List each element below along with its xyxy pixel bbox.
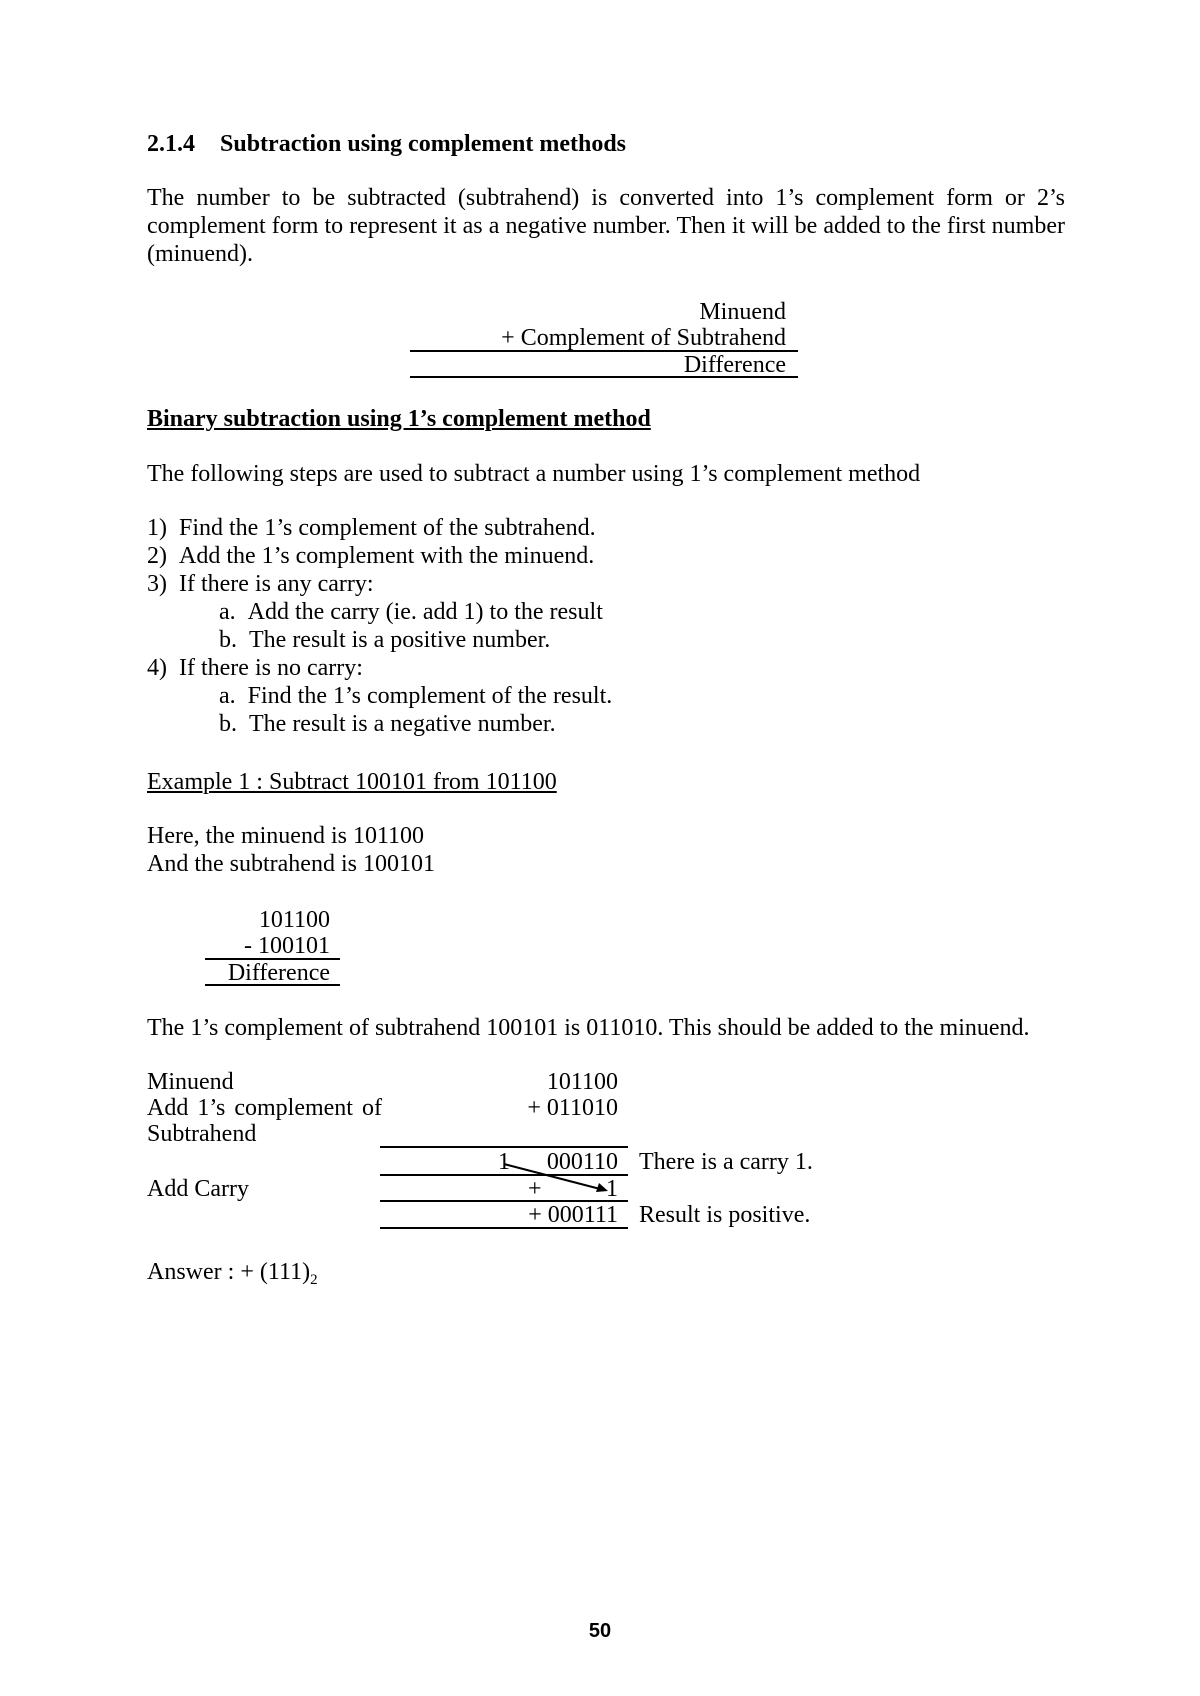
- table-label-add-1: Add 1’s complement of: [147, 1095, 382, 1121]
- carry-arrow-icon: [480, 1148, 620, 1208]
- calc-rule-2: [205, 984, 340, 986]
- table-label-minuend: Minuend: [147, 1069, 234, 1095]
- step-3a: a. Add the carry (ie. add 1) to the result: [219, 599, 603, 625]
- step-3: 3) If there is any carry:: [147, 571, 374, 597]
- steps-intro: The following steps are used to subtract a number using 1’s complement method: [147, 461, 921, 487]
- intro-paragraph: The number to be subtracted (subtrahend) is converted into 1’s complement form or 2’s complement form to represent it as a negative number. Then it will be added to the first number (minuend).: [147, 185, 1065, 267]
- page-number: 50: [588, 1620, 612, 1642]
- formula-rule-2: [410, 376, 798, 378]
- section-title: Subtraction using complement methods: [220, 131, 627, 157]
- subheading: Binary subtraction using 1’s complement method: [147, 406, 651, 432]
- calc-bottom: - 100101: [244, 933, 330, 959]
- section-number: 2.1.4: [147, 131, 195, 157]
- example-subtrahend-line: And the subtrahend is 100101: [147, 851, 435, 877]
- step-2: 2) Add the 1’s complement with the minuend.: [147, 543, 595, 569]
- calc-top: 101100: [258, 907, 330, 933]
- example-title: Example 1 : Subtract 100101 from 101100: [147, 769, 557, 795]
- step-4a: a. Find the 1’s complement of the result.: [219, 683, 613, 709]
- table-note-carry: There is a carry 1.: [639, 1149, 813, 1175]
- table-value-add: + 011010: [527, 1095, 618, 1121]
- table-sum-value: 000110: [546, 1149, 618, 1175]
- calc-result: Difference: [227, 960, 330, 986]
- table-carry-digit: 1: [498, 1149, 510, 1175]
- answer: [147, 1258, 318, 1289]
- table-label-add-carry: Add Carry: [147, 1176, 249, 1202]
- step-4: 4) If there is no carry:: [147, 655, 363, 681]
- formula-complement: + Complement of Subtrahend: [501, 325, 786, 351]
- step-4b: b. The result is a negative number.: [219, 711, 556, 737]
- answer-text: Answer : + (111): [147, 1259, 311, 1285]
- table-final-value: + 000111: [528, 1202, 618, 1228]
- step-1: 1) Find the 1’s complement of the subtrahend.: [147, 515, 596, 541]
- table-value-minuend: 101100: [546, 1069, 618, 1095]
- step-3b: b. The result is a positive number.: [219, 627, 551, 653]
- formula-minuend: Minuend: [699, 299, 786, 325]
- formula-difference: Difference: [683, 352, 786, 378]
- table-plus-sign: +: [528, 1176, 542, 1202]
- table-rule-4: [380, 1227, 628, 1229]
- table-note-result: Result is positive.: [639, 1202, 811, 1228]
- complement-sentence: The 1’s complement of subtrahend 100101 is 011010. This should be added to the minuend.: [147, 1015, 1030, 1041]
- table-label-add-2: Subtrahend: [147, 1121, 257, 1147]
- example-minuend-line: Here, the minuend is 101100: [147, 823, 425, 849]
- answer-subscript: 2: [310, 1272, 318, 1288]
- table-carry-added: 1: [606, 1176, 618, 1202]
